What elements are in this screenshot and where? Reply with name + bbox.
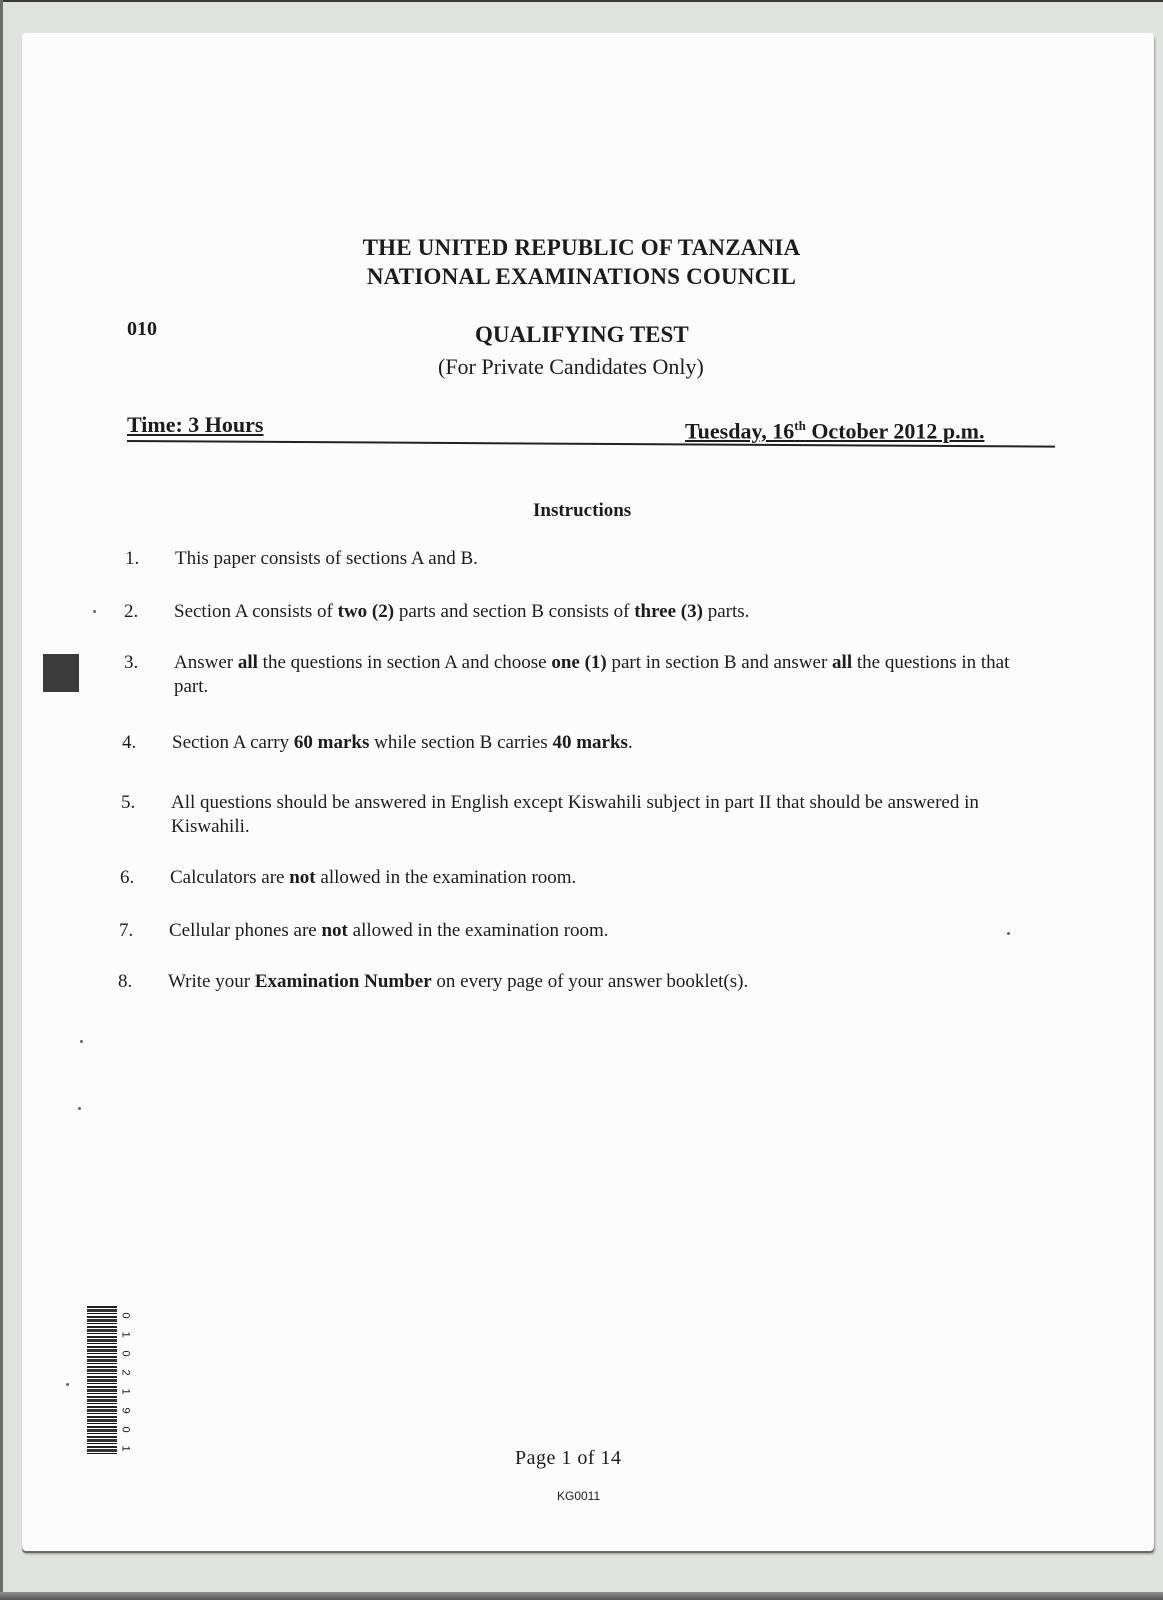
instruction-text-part: on every page of your answer booklet(s). (431, 971, 749, 992)
instruction-text-part: part in section B and answer (606, 652, 833, 673)
instruction-text-part: the questions in that part. (174, 652, 1010, 697)
instruction-text-part: parts and section B consists of (394, 601, 635, 622)
barcode-digit: 1 (119, 1331, 132, 1338)
instruction-number: 7. (119, 920, 134, 941)
instruction-text (175, 547, 1015, 571)
instruction-text-part: Answer (174, 652, 238, 673)
header-council: NATIONAL EXAMINATIONS COUNCIL (366, 264, 797, 289)
instruction-text (174, 651, 1014, 699)
barcode-digit: 1 (119, 1445, 132, 1452)
instruction-text-part: allowed in the examination room. (315, 867, 577, 888)
instruction-text (168, 970, 1008, 994)
barcode-digit: 1 (119, 1388, 132, 1395)
exam-date (685, 418, 984, 444)
paper-code: 010 (127, 318, 157, 340)
instruction-text-part: Section A consists of (174, 601, 338, 622)
emphasis-text: one (1) (551, 652, 607, 673)
barcode-digit: 0 (119, 1312, 132, 1319)
instruction-text-part: while section B carries (369, 732, 553, 753)
barcode-digit: 2 (119, 1369, 132, 1376)
instruction-text (172, 731, 1012, 755)
instruction-text-part: All questions should be answered in English except Kiswahili subject in part II that should be answered in Kiswahili. (171, 792, 979, 837)
scan-speck (78, 1107, 81, 1110)
scan-speck (1007, 932, 1010, 935)
instruction-number: 6. (120, 867, 135, 888)
instruction-text-part: allowed in the examination room. (347, 920, 609, 941)
document-code: KG0011 (557, 1489, 601, 1503)
scan-speck (80, 1040, 83, 1043)
emphasis-text: 60 marks (293, 732, 370, 753)
instruction-text (169, 919, 1009, 943)
barcode-digits (118, 1306, 132, 1458)
instruction-text-part: Section A carry (172, 732, 294, 753)
instruction-number: 1. (125, 548, 140, 569)
instructions-heading: Instructions (533, 500, 632, 521)
scanner-edge-mark (43, 654, 79, 692)
emphasis-text: all (832, 652, 853, 673)
header-country: THE UNITED REPUBLIC OF TANZANIA (362, 235, 801, 260)
instruction-text-part: This paper consists of sections A and B. (175, 548, 478, 569)
barcode-digit: 9 (119, 1407, 132, 1414)
exam-duration: Time: 3 Hours (127, 412, 264, 437)
scan-speck (66, 1383, 69, 1386)
instruction-text (170, 866, 1010, 890)
page-number: Page 1 of 14 (515, 1447, 622, 1469)
exam-date-ordinal: th (794, 418, 806, 433)
instruction-text-part: Calculators are (170, 867, 290, 888)
exam-date-rest: October 2012 p.m. (805, 418, 985, 444)
instruction-text-part: . (627, 732, 633, 753)
barcode-digit: 0 (119, 1426, 132, 1433)
scan-speck (93, 610, 96, 613)
exam-date-day: Tuesday, 16 (685, 418, 795, 444)
instruction-text (171, 791, 1011, 839)
exam-title: QUALIFYING TEST (475, 322, 689, 347)
scan-border-bottom (0, 1592, 1163, 1600)
instruction-number: 2. (124, 601, 139, 622)
instruction-number: 3. (124, 652, 139, 673)
instruction-text (174, 600, 1014, 624)
emphasis-text: three (3) (634, 601, 703, 622)
emphasis-text: two (2) (337, 601, 395, 622)
barcode-digit: 0 (119, 1350, 132, 1357)
exam-subtitle: (For Private Candidates Only) (438, 354, 704, 379)
emphasis-text: not (321, 920, 348, 941)
scan-border-top (0, 0, 1163, 2)
instruction-text-part: Write your (168, 971, 255, 992)
instruction-number: 4. (122, 732, 137, 753)
emphasis-text: all (237, 652, 258, 673)
emphasis-text: not (289, 867, 316, 888)
instruction-text-part: Cellular phones are (169, 920, 322, 941)
emphasis-text: 40 marks (552, 732, 628, 753)
instruction-text-part: the questions in section A and choose (257, 652, 552, 673)
instruction-text-part: parts. (702, 601, 750, 622)
barcode (87, 1306, 117, 1456)
instruction-number: 5. (121, 792, 136, 813)
instruction-number: 8. (118, 971, 133, 992)
emphasis-text: Examination Number (254, 971, 432, 992)
